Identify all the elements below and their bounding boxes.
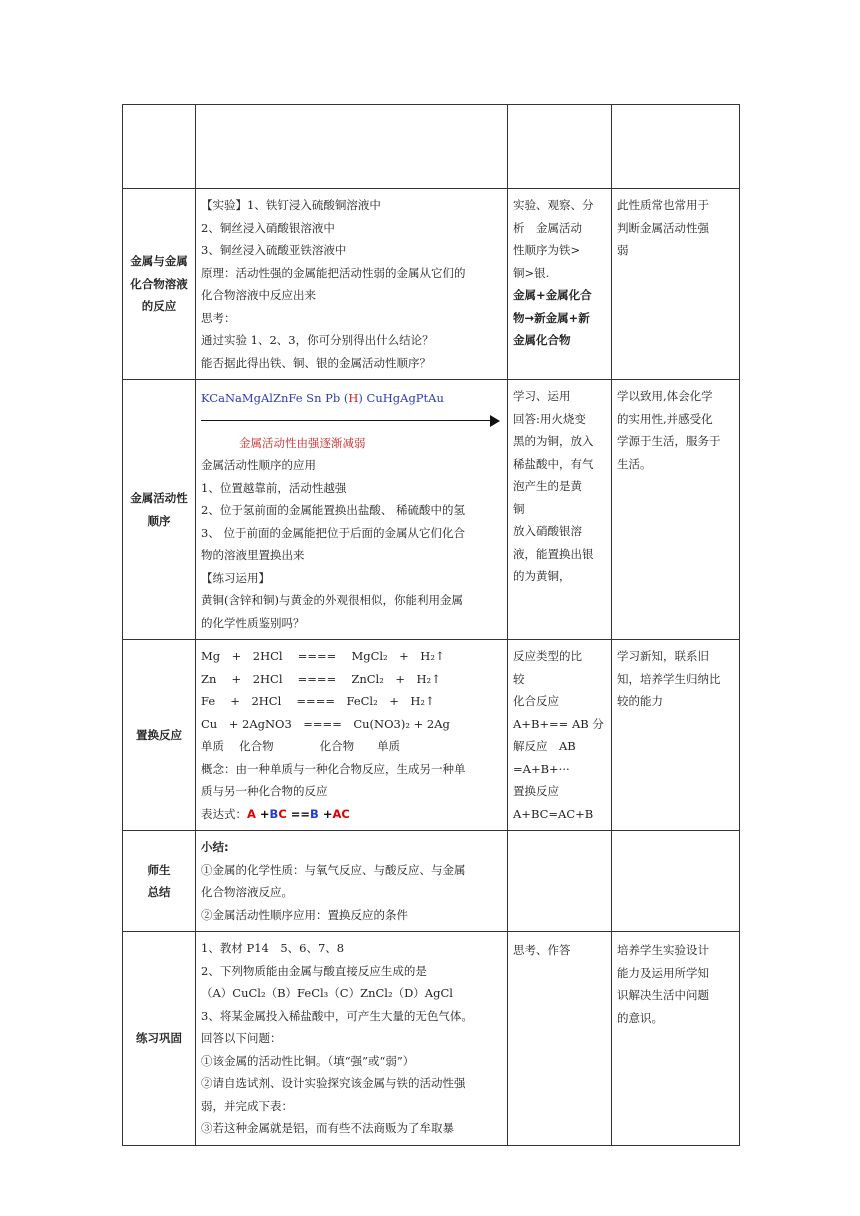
content-line: 原理：活动性强的金属能把活动性弱的金属从它们的 [201,265,466,280]
method-cell [508,932,612,1146]
expr-a: A [247,806,256,821]
table-row [123,380,740,640]
method-cell [508,831,612,932]
activity-series-tail: ) CuHgAgPtAu [358,391,444,405]
content-line: 概念：由一种单质与一种化合物反应，生成另一种单 [201,761,466,776]
purpose-line: 知，培养学生归纳比 [617,671,721,686]
content-cell [196,105,508,189]
expression-line [201,803,502,826]
row-head-label: 师生 [147,862,171,877]
content-line: 化合物溶液中反应出来 [201,288,316,302]
content-line: 3、 位于前面的金属能把位于后面的金属从它们化合 [201,525,465,540]
equation-line: 单质 化合物 化合物 单质 [201,739,401,753]
content-cell [196,189,508,380]
row-head-label: 总结 [147,885,171,899]
content-line: 3、将某金属投入稀盐酸中，可产生大量的无色气体。 [201,1008,473,1023]
method-line: A+B+== AB 分 [513,716,604,731]
content-line: 回答以下问题： [201,1031,282,1045]
method-line-bold: 金属+金属化合 [513,288,592,302]
content-line: 的化学性质鉴别吗？ [201,615,305,630]
activity-series [201,387,502,410]
method-cell [508,189,612,380]
purpose-line: 判断金属活动性强 [617,220,709,235]
content-line: 思考： [201,310,236,325]
purpose-cell [612,105,740,189]
method-line: 反应类型的比 [513,649,582,663]
method-line: 学习、运用 [513,389,571,403]
row-head-cell [123,380,196,640]
method-line: 化合反应 [513,694,559,708]
method-line: 铜 [513,501,525,516]
method-line: =A+B+··· [513,761,570,776]
method-line: 析 金属活动 [513,220,582,235]
purpose-line: 能力及运用所学知 [617,965,709,980]
purpose-line: 较的能力 [617,694,663,708]
table-row [123,105,740,189]
expr-a: A [332,806,342,821]
method-line: 稀盐酸中，有气 [513,456,594,471]
method-line: 放入硝酸银溶 [513,524,582,538]
table-row [123,640,740,831]
purpose-line: 的意识。 [617,1010,663,1025]
content-line: 1、教材 P14 5、6、7、8 [201,941,345,955]
equation-line: Fe + 2HCl ==== FeCl₂ + H₂↑ [201,694,435,708]
content-line: 2、铜丝浸入硝酸银溶液中 [201,220,335,235]
purpose-line: 学以致用,体会化学 [617,389,713,403]
method-cell [508,640,612,831]
table-row [123,189,740,380]
purpose-cell [612,189,740,380]
purpose-line: 学源于生活，服务于 [617,434,721,448]
content-line: 通过实验 1、2、3，你可分别得出什么结论？ [201,333,434,347]
row-head-cell [123,640,196,831]
purpose-line: 的实用性,并感受化 [617,411,713,426]
content-line: 3、铜丝浸入硫酸亚铁溶液中 [201,243,347,257]
row-head-cell [123,932,196,1146]
method-line: 思考、作答 [513,943,571,957]
content-line: （A）CuCl₂（B）FeCl₃（C）ZnCl₂（D）AgCl [201,986,453,1000]
content-line: 能否据此得出铁、铜、银的金属活动性顺序？ [201,355,431,370]
content-line: ①金属的化学性质：与氧气反应、与酸反应、与金属 [201,862,466,877]
content-line: 金属活动性顺序的应用 [201,458,316,472]
lesson-plan-table [122,104,740,1146]
content-line: 弱，并完成下表： [201,1098,293,1113]
method-line: 解反应 AB [513,739,576,753]
content-cell [196,640,508,831]
method-line-bold: 物→新金属+新 [513,310,590,325]
method-line: 黑的为铜，放入 [513,434,594,448]
purpose-line: 弱 [617,243,629,257]
table-row [123,831,740,932]
purpose-line: 识解决生活中问题 [617,988,709,1002]
method-line-bold: 金属化合物 [513,333,571,347]
method-line: 较 [513,671,525,686]
content-line: 2、位于氢前面的金属能置换出盐酸、 稀硫酸中的氢 [201,503,465,517]
expr-c: C [278,806,287,821]
content-line: 【练习运用】 [201,570,270,585]
summary-title: 小结: [201,840,229,854]
content-line: ②请自选试剂、设计实验探究该金属与铁的活动性强 [201,1076,466,1090]
content-cell [196,932,508,1146]
expr-c: C [341,806,350,821]
purpose-cell [612,380,740,640]
activity-series-hydrogen: H [348,391,359,405]
purpose-cell [612,831,740,932]
method-line: 泡产生的是黄 [513,479,582,493]
row-head-cell [123,189,196,380]
row-head-cell [123,831,196,932]
content-line: ①该金属的活动性比铜。（填“强”或“弱”） [201,1053,415,1068]
row-head-cell [123,105,196,189]
content-line: ③若这种金属就是铝，而有些不法商贩为了牟取暴 [201,1121,454,1135]
row-head-label: 金属活动性顺序 [130,491,188,528]
purpose-line: 学习新知，联系旧 [617,649,709,663]
content-line: 黄铜(含锌和铜)与黄金的外观很相似，你能利用金属 [201,593,463,607]
activity-series-main: KCaNaMgAlZnFe Sn Pb ( [201,391,349,405]
row-head-label: 置换反应 [136,727,182,742]
method-line: 的为黄铜， [513,569,571,583]
content-line: 【实验】1、铁钉浸入硫酸铜溶液中 [201,198,381,212]
purpose-line: 培养学生实验设计 [617,943,709,957]
table-row [123,932,740,1146]
expr-equals: == [286,806,311,821]
content-line: 物的溶液里置换出来 [201,548,305,562]
purpose-line: 生活。 [617,456,652,471]
content-line: 化合物溶液反应。 [201,885,293,899]
purpose-cell [612,932,740,1146]
equation-line: Mg + 2HCl ==== MgCl₂ + H₂↑ [201,649,445,663]
method-cell [508,105,612,189]
method-line: A+BC=AC+B [513,806,594,821]
expr-b: B [269,806,279,821]
content-line: 2、下列物质能由金属与酸直接反应生成的是 [201,963,427,978]
order-note: 金属活动性由强逐渐减弱 [239,435,366,450]
expression-label: 表达式： [201,806,247,821]
right-arrow-icon [201,410,502,432]
purpose-line: 此性质常也常用于 [617,198,709,212]
method-line: 实验、观察、分 [513,198,594,212]
method-line: 回答:用火烧变 [513,411,586,426]
method-line: 置换反应 [513,784,559,798]
row-head-label: 金属与金属化合物溶液的反应 [130,254,188,314]
content-line: ②金属活动性顺序应用：置换反应的条件 [201,907,408,922]
row-head-label: 练习巩固 [136,1031,182,1045]
purpose-cell [612,640,740,831]
method-line: 液，能置换出银 [513,546,594,561]
expr-b: B [310,806,319,821]
content-cell [196,380,508,640]
method-cell [508,380,612,640]
method-line: 性顺序为铁> [513,243,581,257]
expr-plus: + [318,806,333,821]
content-line: 1、位置越靠前，活动性越强 [201,480,347,495]
method-line: 铜>银. [513,265,550,280]
equation-line: Cu + 2AgNO3 ==== Cu(NO3)₂ + 2Ag [201,716,450,731]
expr-plus: + [255,806,270,821]
equation-line: Zn + 2HCl ==== ZnCl₂ + H₂↑ [201,671,441,686]
content-cell [196,831,508,932]
content-line: 质与另一种化合物的反应 [201,784,328,798]
